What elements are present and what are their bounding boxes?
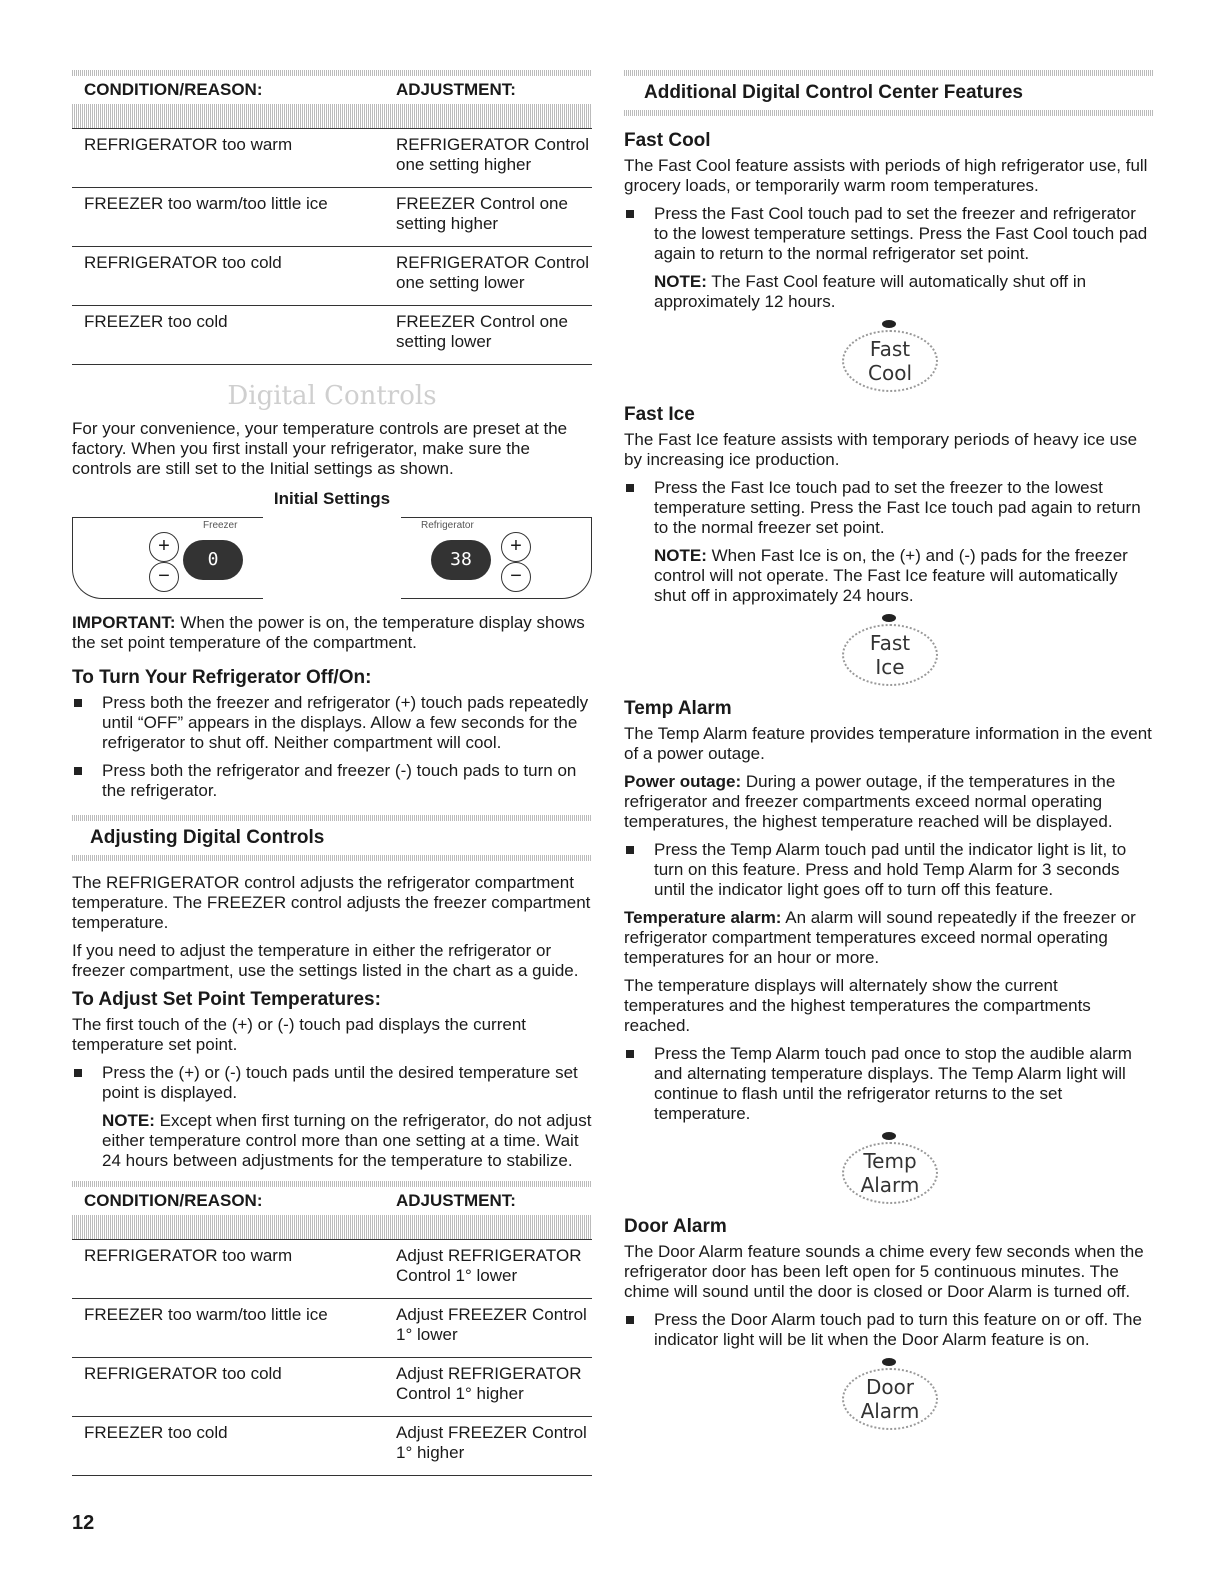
temperature-alarm-text: Temperature alarm: An alarm will sound repeatedly if the freezer or refrigerator compartment temperatures exceed normal operating temperatures for an hour or more. xyxy=(624,908,1136,967)
indicator-light-icon xyxy=(882,320,896,328)
refrigerator-panel xyxy=(401,517,592,599)
indicator-light-icon xyxy=(882,614,896,622)
fast-ice-heading: Fast Ice xyxy=(624,404,695,425)
table-header: CONDITION/REASON: xyxy=(84,80,263,99)
freezer-plus-button[interactable]: + xyxy=(149,532,179,562)
table-row: REFRIGERATOR too cold Adjust REFRIGERATOR Control 1° higher xyxy=(72,1358,592,1417)
freezer-display: 0 xyxy=(183,540,243,580)
list-item: Press both the freezer and refrigerator (+) touch pads repeatedly until “OFF” appears in the displays. Allow a few seconds for the refrigerator to shut off. Neither compartment will cool. xyxy=(72,693,592,753)
table-row: FREEZER too warm/too little ice FREEZER Control one setting higher xyxy=(72,188,592,247)
refrigerator-minus-button[interactable]: − xyxy=(501,562,531,592)
paragraph: If you need to adjust the temperature in either the refrigerator or freezer compartment, use the settings listed in the chart as a guide. xyxy=(72,941,579,980)
refrigerator-display: 38 xyxy=(431,540,491,580)
page-number: 12 xyxy=(72,1512,95,1534)
freezer-panel xyxy=(72,517,263,599)
table-row: FREEZER too cold FREEZER Control one setting lower xyxy=(72,306,592,365)
note: NOTE: Except when first turning on the refrigerator, do not adjust either temperature control more than one setting at a time. Wait 24 hours between adjustments for the temperature to stabilize. xyxy=(102,1111,592,1170)
setpoint-heading: To Adjust Set Point Temperatures: xyxy=(72,989,381,1010)
door-alarm-heading: Door Alarm xyxy=(624,1216,727,1237)
paragraph: The temperature displays will alternately show the current temperatures and the highest temperatures the compartments reached. xyxy=(624,976,1091,1035)
table-row: REFRIGERATOR too warm Adjust REFRIGERATOR Control 1° lower xyxy=(72,1240,592,1299)
table-header: ADJUSTMENT: xyxy=(396,80,516,99)
list-item: Press both the refrigerator and freezer (-) touch pads to turn on the refrigerator. xyxy=(72,761,592,801)
indicator-light-icon xyxy=(882,1358,896,1366)
paragraph: The Fast Cool feature assists with periods of high refrigerator use, full grocery loads, or temporarily warm room temperatures. xyxy=(624,156,1148,195)
table-row: REFRIGERATOR too cold REFRIGERATOR Control one setting lower xyxy=(72,247,592,306)
section-title: Digital Controls xyxy=(227,381,437,411)
refrigerator-label: Refrigerator xyxy=(421,520,474,531)
table-row: FREEZER too warm/too little ice Adjust FREEZER Control 1° lower xyxy=(72,1299,592,1358)
paragraph: The Temp Alarm feature provides temperature information in the event of a power outage. xyxy=(624,724,1152,763)
paragraph: The REFRIGERATOR control adjusts the refrigerator compartment temperature. The FREEZER control adjusts the freezer compartment temperature. xyxy=(72,873,591,932)
fast-ice-button[interactable]: Fast Ice xyxy=(834,614,944,684)
initial-settings-label: Initial Settings xyxy=(273,489,391,508)
list-item: Press the Temp Alarm touch pad once to stop the audible alarm and alternating temperature displays. The Temp Alarm light will continue to flash until the refrigerator returns to the set temperature. xyxy=(624,1044,1154,1124)
refrigerator-plus-button[interactable]: + xyxy=(501,532,531,562)
paragraph: The Fast Ice feature assists with temporary periods of heavy ice use by increasing ice production. xyxy=(624,430,1138,469)
temp-alarm-button[interactable]: Temp Alarm xyxy=(834,1132,944,1202)
list-item: Press the Fast Cool touch pad to set the freezer and refrigerator to the lowest temperature settings. Press the Fast Cool touch pad again to return to the normal refrigerator set point. xyxy=(624,204,1154,264)
note: NOTE: When Fast Ice is on, the (+) and (-) pads for the freezer control will not operate. The Fast Ice feature will automatically shut off in approximately 24 hours. xyxy=(654,546,1128,605)
table-row: FREEZER too cold Adjust FREEZER Control 1° higher xyxy=(72,1417,592,1476)
note: NOTE: The Fast Cool feature will automatically shut off in approximately 12 hours. xyxy=(654,272,1087,311)
list-item: Press the Door Alarm touch pad to turn this feature on or off. The indicator light will be lit when the Door Alarm feature is on. xyxy=(624,1310,1154,1350)
table-header: CONDITION/REASON: xyxy=(84,1191,263,1210)
freezer-minus-button[interactable]: − xyxy=(149,562,179,592)
power-outage-text: Power outage: During a power outage, if the temperatures in the refrigerator and freezer compartments exceed normal operating temperatures, the highest temperature reached will be displayed. xyxy=(624,772,1116,831)
paragraph: The Door Alarm feature sounds a chime every few seconds when the refrigerator door has been left open for 5 continuous minutes. The chime will sound until the door is closed or Door Alarm is turned off. xyxy=(624,1242,1144,1301)
features-heading: Additional Digital Control Center Features xyxy=(644,82,1023,103)
list-item: Press the Temp Alarm touch pad until the indicator light is lit, to turn on this feature. Press and hold Temp Alarm for 3 seconds until the indicator light goes off to turn off this feature. xyxy=(624,840,1154,900)
control-panel-illustration xyxy=(72,517,592,599)
adjusting-heading: Adjusting Digital Controls xyxy=(90,827,325,848)
left-column xyxy=(72,70,592,1476)
turn-off-on-heading: To Turn Your Refrigerator Off/On: xyxy=(72,667,372,688)
right-column xyxy=(624,70,1154,1440)
adjustment-table-2 xyxy=(72,1187,592,1476)
temp-alarm-heading: Temp Alarm xyxy=(624,698,732,719)
intro-text: For your convenience, your temperature controls are preset at the factory. When you first install your refrigerator, make sure the controls are still set to the Initial settings as shown. xyxy=(72,419,568,478)
fast-cool-button[interactable]: Fast Cool xyxy=(834,320,944,390)
table-header: ADJUSTMENT: xyxy=(396,1191,516,1210)
door-alarm-button[interactable]: Door Alarm xyxy=(834,1358,944,1428)
divider xyxy=(72,855,592,861)
important-note: IMPORTANT: When the power is on, the temperature display shows the set point temperature of the compartment. xyxy=(72,613,585,652)
paragraph: The first touch of the (+) or (-) touch pad displays the current temperature set point. xyxy=(72,1015,527,1054)
divider xyxy=(624,110,1154,116)
fast-cool-heading: Fast Cool xyxy=(624,130,711,151)
table-row: REFRIGERATOR too warm REFRIGERATOR Control one setting higher xyxy=(72,129,592,188)
indicator-light-icon xyxy=(882,1132,896,1140)
list-item: Press the Fast Ice touch pad to set the freezer to the lowest temperature setting. Press the Fast Ice touch pad again to return to the normal freezer set point. xyxy=(624,478,1154,538)
adjustment-table-1 xyxy=(72,76,592,365)
list-item: Press the (+) or (-) touch pads until the desired temperature set point is displayed. xyxy=(72,1063,592,1103)
freezer-label: Freezer xyxy=(203,520,238,531)
